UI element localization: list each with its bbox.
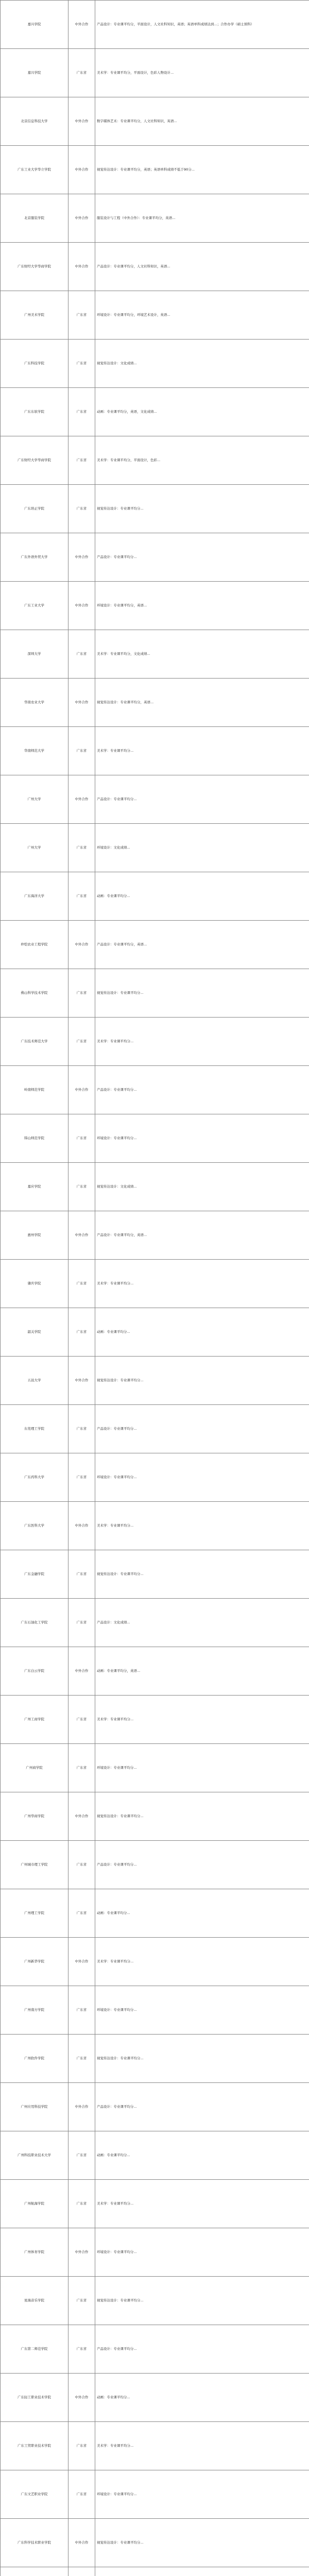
table-row (1, 1696, 309, 1744)
school-cell: 广东外语外贸大学 (1, 533, 68, 582)
school-cell: 广州软件学院 (1, 2035, 68, 2083)
table-row (1, 1841, 309, 1889)
note-cell: 视觉传达设计：专业课平均分，英语... (95, 679, 309, 727)
note-cell: 视觉传达设计：专业课平均分... (95, 2035, 309, 2083)
type-cell: 广东省 (68, 1550, 95, 1599)
note-cell: 美术学：专业课平均分，平面设计，色彩... (95, 436, 309, 485)
table-row (1, 679, 309, 727)
school-cell: 广东药科大学 (1, 1453, 68, 1502)
type-cell: 广东省 (68, 2325, 95, 2374)
type-cell: 广东省 (68, 1744, 95, 1792)
school-cell: 广东工业大学华立学院 (1, 146, 68, 194)
school-cell: 广州商学院 (1, 1744, 68, 1792)
school-cell: 佛山科学技术学院 (1, 969, 68, 1018)
table-row (1, 1744, 309, 1792)
school-cell: 岭南师范学院 (1, 1066, 68, 1114)
table-row (1, 243, 309, 291)
note-cell: 动画：专业课平均分... (95, 1889, 309, 1938)
school-cell: 广东财经大学华商学院 (1, 436, 68, 485)
type-cell: 广东省 (68, 2180, 95, 2228)
school-cell: 五邑大学 (1, 1357, 68, 1405)
note-cell: 视觉传达设计：专业课平均分... (95, 1550, 309, 1599)
table-row (1, 582, 309, 630)
note-cell: 产品设计：专业课平均分，平面设计，人文社科知识，英语；英语单科成绩达到...；合作办学（硕士预科） (95, 1, 309, 49)
table-row (1, 2519, 309, 2567)
school-cell: 韩山师范学院 (1, 1114, 68, 1163)
school-cell: 广东培正学院 (1, 485, 68, 533)
table-row (1, 2422, 309, 2470)
type-cell: 中外合作 (68, 921, 95, 969)
note-cell: 环境设计：文化成绩... (95, 824, 309, 872)
note-cell: 动画：专业课平均分，英语，文化成绩... (95, 388, 309, 436)
type-cell: 广东省 (68, 1599, 95, 1647)
note-cell: 环境设计：专业课平均分，环境艺术设计，英语... (95, 291, 309, 340)
table-row (1, 1260, 309, 1308)
type-cell: 广东省 (68, 2470, 95, 2519)
note-cell: 产品设计：专业课平均分，英语... (95, 921, 309, 969)
school-cell: 韶关学院 (1, 1308, 68, 1357)
type-cell: 广东省 (68, 1308, 95, 1357)
school-cell: 华南农业大学 (1, 679, 68, 727)
table-row (1, 436, 309, 485)
school-cell: 深圳大学 (1, 630, 68, 679)
note-cell: 产品设计：专业课平均分，人文社科知识，英语... (95, 243, 309, 291)
table-row (1, 1599, 309, 1647)
school-cell: 广东科技学院 (1, 340, 68, 388)
type-cell: 中外合作 (68, 1357, 95, 1405)
note-cell: 视觉传达设计：专业课平均分... (95, 2277, 309, 2325)
type-cell: 中外合作 (68, 146, 95, 194)
type-cell: 广东省 (68, 1889, 95, 1938)
table-row (1, 2374, 309, 2422)
note-cell: 环境设计：专业课平均分... (95, 2470, 309, 2519)
table-row (1, 2470, 309, 2519)
type-cell: 中外合作 (68, 1, 95, 49)
type-cell: 广东省 (68, 1405, 95, 1453)
type-cell: 中外合作 (68, 194, 95, 243)
school-cell: 广东第二师范学院 (1, 2325, 68, 2374)
school-cell: 广东科学技术职业学院 (1, 2519, 68, 2567)
type-cell: 中外合作 (68, 2228, 95, 2277)
table-row (1, 388, 309, 436)
school-cell: 广东金融学院 (1, 1550, 68, 1599)
type-cell: 广东省 (68, 1986, 95, 2035)
type-cell: 广东省 (68, 969, 95, 1018)
table-row (1, 485, 309, 533)
table-row (1, 775, 309, 824)
note-cell: 美术学：专业课平均分... (95, 1018, 309, 1066)
type-cell: 中外合作 (68, 1938, 95, 1986)
note-cell: 服装设计与工程（中外合作）：专业课平均分，英语... (95, 194, 309, 243)
school-cell: 广州工商学院 (1, 1696, 68, 1744)
type-cell: 中外合作 (68, 1502, 95, 1550)
table-row (1, 1986, 309, 2035)
note-cell: 环境设计：专业课平均分... (95, 2228, 309, 2277)
type-cell: 广东省 (68, 1841, 95, 1889)
table-row (1, 921, 309, 969)
table-row (1, 291, 309, 340)
note-cell: 视觉传达设计：文化成绩... (95, 1163, 309, 1211)
note-cell (95, 2567, 309, 2576)
school-cell: 惠州学院 (1, 1211, 68, 1260)
note-cell: 视觉传达设计：专业课平均分... (95, 969, 309, 1018)
table-row (1, 1163, 309, 1211)
school-cell: 广东海洋大学 (1, 872, 68, 921)
type-cell: 广东省 (68, 436, 95, 485)
table-row (1, 2325, 309, 2374)
note-cell: 视觉传达设计：专业课平均分... (95, 2519, 309, 2567)
table-row (1, 2180, 309, 2228)
table-row (1, 2567, 309, 2576)
type-cell: 广东省 (68, 340, 95, 388)
table-row (1, 1211, 309, 1260)
note-cell: 产品设计：专业课平均分... (95, 2325, 309, 2374)
table-row (1, 1114, 309, 1163)
note-cell: 环境设计：专业课平均分... (95, 1114, 309, 1163)
table-row (1, 2035, 309, 2083)
note-cell: 产品设计：专业课平均分... (95, 1066, 309, 1114)
school-cell: 广州应用科技学院 (1, 2083, 68, 2131)
table-row (1, 630, 309, 679)
note-cell: 环境设计：专业课平均分，英语... (95, 582, 309, 630)
school-cell: 北京信息科技大学 (1, 97, 68, 146)
note-cell: 视觉传达设计：文化成绩... (95, 340, 309, 388)
table-row (1, 872, 309, 921)
type-cell: 中外合作 (68, 2374, 95, 2422)
table-row (1, 1502, 309, 1550)
note-cell: 产品设计：专业课平均分... (95, 775, 309, 824)
type-cell: 广东省 (68, 485, 95, 533)
table-row (1, 1, 309, 49)
note-cell: 美术学：专业课平均分... (95, 1260, 309, 1308)
type-cell: 广东省 (68, 1696, 95, 1744)
type-cell: 广东省 (68, 2035, 95, 2083)
school-cell: 广州航海学院 (1, 2180, 68, 2228)
note-cell: 产品设计：专业课平均分，英语... (95, 1211, 309, 1260)
table-row (1, 1405, 309, 1453)
note-cell: 视觉传达设计：专业课平均分... (95, 485, 309, 533)
table-row (1, 727, 309, 775)
school-cell: 广东石油化工学院 (1, 1599, 68, 1647)
note-cell: 环境设计：专业课平均分... (95, 1453, 309, 1502)
school-cell: 广州大学 (1, 824, 68, 872)
note-cell: 数字媒体艺术：专业课平均分，人文社科知识，英语... (95, 97, 309, 146)
table-row (1, 2228, 309, 2277)
table-row (1, 146, 309, 194)
school-cell: 嘉兴学院 (1, 49, 68, 97)
school-cell: 广州美术学院 (1, 291, 68, 340)
table-body (1, 1, 309, 2576)
note-cell: 美术学：专业课平均分... (95, 1696, 309, 1744)
table-row (1, 340, 309, 388)
school-cell: 肇庆学院 (1, 1260, 68, 1308)
note-cell: 动画：专业课平均分... (95, 2374, 309, 2422)
note-cell: 产品设计：专业课平均分... (95, 533, 309, 582)
table-row (1, 824, 309, 872)
school-cell: 北京服装学院 (1, 194, 68, 243)
type-cell: 中外合作 (68, 243, 95, 291)
note-cell: 产品设计：专业课平均分... (95, 1841, 309, 1889)
note-cell: 环境设计：专业课平均分... (95, 1986, 309, 2035)
type-cell: 广东省 (68, 824, 95, 872)
table-row (1, 1066, 309, 1114)
note-cell: 美术学：专业课平均分... (95, 2180, 309, 2228)
type-cell: 广东省 (68, 49, 95, 97)
note-cell: 动画：专业课平均分... (95, 872, 309, 921)
type-cell: 广东省 (68, 872, 95, 921)
type-cell: 中外合作 (68, 97, 95, 146)
table-row (1, 2131, 309, 2180)
school-cell: 广东东软学院 (1, 388, 68, 436)
table-row (1, 1308, 309, 1357)
type-cell: 中外合作 (68, 1211, 95, 1260)
type-cell: 广东省 (68, 2277, 95, 2325)
school-cell: 广东白云学院 (1, 1647, 68, 1696)
note-cell: 动画：专业课平均分，英语... (95, 1647, 309, 1696)
school-cell: 广州南方学院 (1, 1986, 68, 2035)
note-cell: 动画：专业课平均分... (95, 2131, 309, 2180)
note-cell: 美术学：专业课平均分，文化成绩... (95, 630, 309, 679)
type-cell: 中外合作 (68, 1792, 95, 1841)
school-cell (1, 2567, 68, 2576)
school-cell: 广州华商学院 (1, 1792, 68, 1841)
school-cell: 东莞理工学院 (1, 1405, 68, 1453)
table-row (1, 1938, 309, 1986)
note-cell: 视觉传达设计：专业课平均分... (95, 1357, 309, 1405)
note-cell: 美术学：专业课平均分... (95, 1502, 309, 1550)
type-cell: 中外合作 (68, 679, 95, 727)
table-row (1, 1357, 309, 1405)
note-cell: 美术学：专业课平均分... (95, 1938, 309, 1986)
type-cell: 广东省 (68, 1018, 95, 1066)
school-cell: 广东工贸职业技术学院 (1, 2422, 68, 2470)
type-cell: 广东省 (68, 2131, 95, 2180)
school-cell: 广东医科大学 (1, 1502, 68, 1550)
table-row (1, 1647, 309, 1696)
school-cell: 广州科技职业技术大学 (1, 2131, 68, 2180)
type-cell: 广东省 (68, 1453, 95, 1502)
type-cell: 广东省 (68, 1163, 95, 1211)
table-row (1, 1889, 309, 1938)
note-cell: 美术学：专业课平均分，平面设计，色彩人物设计... (95, 49, 309, 97)
school-cell: 星海音乐学院 (1, 2277, 68, 2325)
type-cell (68, 2567, 95, 2576)
school-cell: 广州大学 (1, 775, 68, 824)
type-cell: 中外合作 (68, 582, 95, 630)
school-cell: 广州新华学院 (1, 1938, 68, 1986)
type-cell: 广东省 (68, 630, 95, 679)
table-row (1, 1453, 309, 1502)
note-cell: 视觉传达设计：专业课平均分... (95, 1792, 309, 1841)
school-cell: 广东技术师范大学 (1, 1018, 68, 1066)
table-row (1, 97, 309, 146)
table-row (1, 969, 309, 1018)
note-cell: 产品设计：专业课平均分... (95, 1405, 309, 1453)
school-cell: 广州理工学院 (1, 1889, 68, 1938)
note-cell: 美术学：专业课平均分... (95, 727, 309, 775)
note-cell: 产品设计：专业课平均分... (95, 2083, 309, 2131)
table-row (1, 1550, 309, 1599)
type-cell: 中外合作 (68, 2083, 95, 2131)
school-cell: 广东文艺职业学院 (1, 2470, 68, 2519)
type-cell: 中外合作 (68, 1066, 95, 1114)
note-cell: 视觉传达设计：专业课平均分，英语；英语单科成绩不低于90分... (95, 146, 309, 194)
school-cell: 广东财经大学华商学院 (1, 243, 68, 291)
school-cell: 广东轻工职业技术学院 (1, 2374, 68, 2422)
school-cell: 仲恺农业工程学院 (1, 921, 68, 969)
school-cell: 华南师范大学 (1, 727, 68, 775)
table-row (1, 2083, 309, 2131)
note-cell: 动画：专业课平均分... (95, 1308, 309, 1357)
school-cell: 嘉兴学院 (1, 1, 68, 49)
type-cell: 广东省 (68, 1114, 95, 1163)
type-cell: 中外合作 (68, 533, 95, 582)
school-cell: 嘉应学院 (1, 1163, 68, 1211)
table-row (1, 533, 309, 582)
note-cell: 美术学：专业课平均分... (95, 2422, 309, 2470)
table-row (1, 1792, 309, 1841)
school-cell: 广州体育学院 (1, 2228, 68, 2277)
table-row (1, 2277, 309, 2325)
type-cell: 广东省 (68, 1260, 95, 1308)
school-cell: 广州城市理工学院 (1, 1841, 68, 1889)
school-cell: 广东工业大学 (1, 582, 68, 630)
table-row (1, 1018, 309, 1066)
type-cell: 广东省 (68, 727, 95, 775)
type-cell: 中外合作 (68, 775, 95, 824)
type-cell: 中外合作 (68, 1647, 95, 1696)
note-cell: 环境设计：专业课平均分... (95, 1744, 309, 1792)
note-cell: 产品设计：文化成绩... (95, 1599, 309, 1647)
type-cell: 中外合作 (68, 2519, 95, 2567)
type-cell: 广东省 (68, 2422, 95, 2470)
type-cell: 广东省 (68, 291, 95, 340)
table-row (1, 49, 309, 97)
type-cell: 广东省 (68, 388, 95, 436)
table-row (1, 194, 309, 243)
